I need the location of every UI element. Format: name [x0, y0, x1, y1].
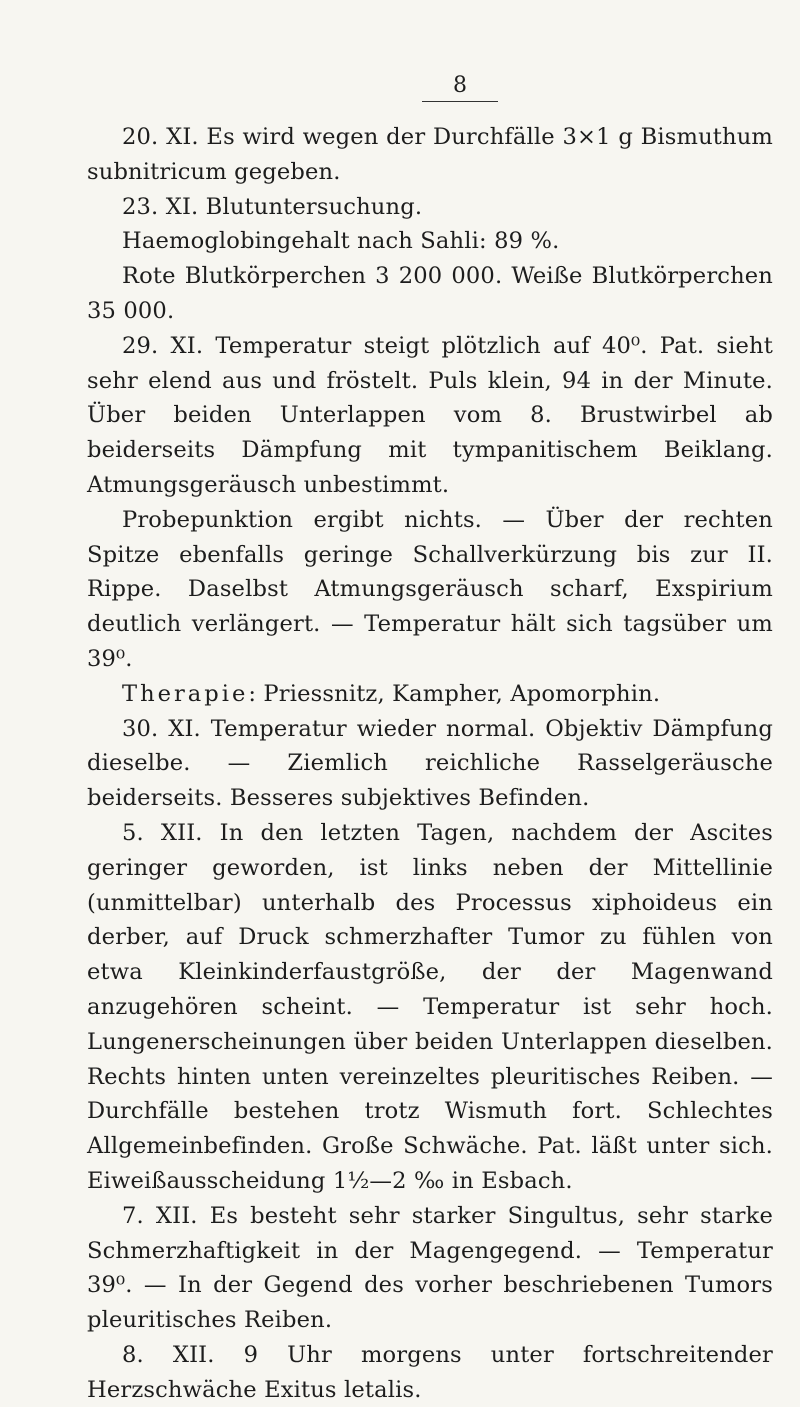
paragraph-10: 7. XII. Es besteht sehr starker Singultus, sehr starke Schmerzhaftigkeit in der Magengegend. — Temperatur 39⁰. — In der Gegend des vorher beschriebenen Tumors pleuritisches Reiben. [87, 1202, 773, 1334]
paragraph-1: 20. XI. Es wird wegen der Durchfälle 3×1 g Bismuthum subnitricum gegeben. [87, 124, 773, 185]
header-rule [422, 101, 498, 102]
paragraph-3: Haemoglobingehalt nach Sahli: 89 %. [122, 228, 560, 255]
paragraph-8: 30. XI. Temperatur wieder normal. Objektiv Dämpfung dieselbe. — Ziemlich reichliche Rasselgeräusche beiderseits. Besseres subjektives Befinden. [87, 715, 773, 812]
paragraph-2: 23. XI. Blutuntersuchung. [122, 193, 423, 220]
therapy-label: Therapie [122, 680, 249, 707]
therapy-text: : Priessnitz, Kampher, Apomorphin. [248, 680, 661, 707]
page-number: 8 [453, 73, 467, 98]
body-text [87, 120, 773, 1407]
paragraph-5: 29. XI. Temperatur steigt plötzlich auf 40⁰. Pat. sieht sehr elend aus und fröstelt. Puls klein, 94 in der Minute. Über beiden Unterlappen vom 8. Brustwirbel ab beiderseits Dämpfung mit tympanitischem Beiklang. Atmungsgeräusch unbestimmt. [87, 332, 773, 498]
paragraph-7 [87, 677, 773, 712]
paragraph-11: 8. XII. 9 Uhr morgens unter fortschreitender Herzschwäche Exitus letalis. [87, 1341, 773, 1403]
paragraph-9: 5. XII. In den letzten Tagen, nachdem der Ascites geringer geworden, ist links neben der Mittellinie (unmittelbar) unterhalb des Processus xiphoideus ein derber, auf Druck schmerzhafter Tumor zu fühlen von etwa Kleinkinderfaustgröße, der der Magenwand anzugehören scheint. — Temperatur ist sehr hoch. Lungenerscheinungen über beiden Unterlappen dieselben. Rechts hinten unten vereinzeltes pleuritisches Reiben. — Durchfälle bestehen trotz Wismuth fort. Schlechtes Allgemeinbefinden. Große Schwäche. Pat. läßt unter sich. Eiweißausscheidung 1½—2 ‰ in Esbach. [87, 819, 773, 1194]
paragraph-4: Rote Blutkörperchen 3 200 000. Weiße Blutkörperchen 35 000. [87, 263, 773, 324]
paragraph-6: Probepunktion ergibt nichts. — Über der rechten Spitze ebenfalls geringe Schallverkürzung bis zur II. Rippe. Daselbst Atmungsgeräusch scharf, Exspirium deutlich verlängert. — Temperatur hält sich tagsüber um 39⁰. [87, 506, 773, 672]
